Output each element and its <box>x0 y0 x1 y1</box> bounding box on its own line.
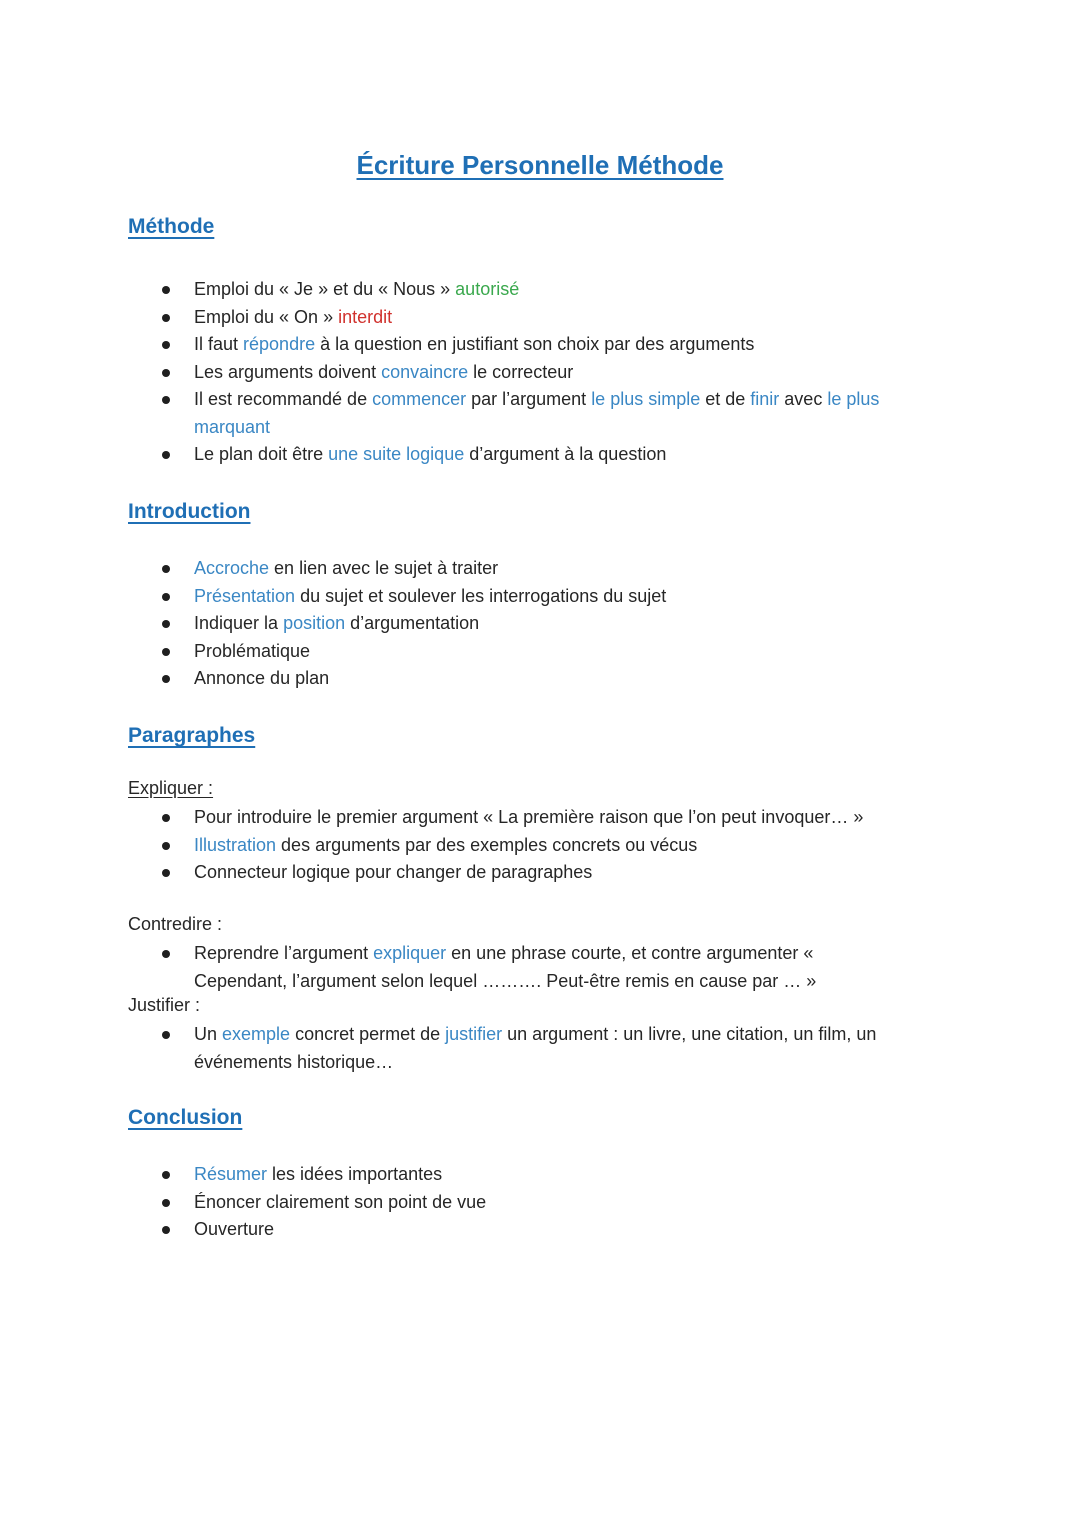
list-item: Ouverture <box>0 1216 960 1244</box>
list-item: Connecteur logique pour changer de paragraphes <box>0 859 960 887</box>
list-item: Les arguments doivent convaincre le correcteur <box>0 359 960 387</box>
list-item: Emploi du « Je » et du « Nous » autorisé <box>0 276 960 304</box>
conclusion-list <box>0 1161 960 1244</box>
section-heading-methode: Méthode <box>128 215 215 238</box>
list-item: Présentation du sujet et soulever les interrogations du sujet <box>0 583 960 611</box>
list-item: Énoncer clairement son point de vue <box>0 1189 960 1217</box>
list-item: Problématique <box>0 638 960 666</box>
list-item: Annonce du plan <box>0 665 960 693</box>
expliquer-list <box>0 804 960 887</box>
expliquer-label: Expliquer : <box>128 778 214 798</box>
list-item: Résumer les idées importantes <box>0 1161 960 1189</box>
list-item: Il faut répondre à la question en justifiant son choix par des arguments <box>0 331 960 359</box>
list-item: Indiquer la position d’argumentation <box>0 610 960 638</box>
page-title: Écriture Personnelle Méthode <box>356 150 724 180</box>
list-item: Pour introduire le premier argument « La première raison que l’on peut invoquer… » <box>0 804 960 832</box>
list-item: Il est recommandé de commencer par l’argument le plus simple et de finir avec le plus marquant <box>0 386 960 441</box>
section-heading-introduction: Introduction <box>128 500 251 523</box>
list-item: Accroche en lien avec le sujet à traiter <box>0 555 960 583</box>
introduction-list <box>0 555 960 693</box>
justifier-list <box>0 1021 960 1076</box>
list-item: Illustration des arguments par des exemples concrets ou vécus <box>0 832 960 860</box>
section-heading-paragraphes: Paragraphes <box>128 724 256 747</box>
contredire-list <box>0 940 900 995</box>
methode-list <box>0 276 960 469</box>
justifier-label: Justifier : <box>128 995 201 1015</box>
list-item: Reprendre l’argument expliquer en une phrase courte, et contre argumenter « Cependant, l’argument selon lequel ………. Peut-être remis en cause par … » <box>0 940 900 995</box>
list-item: Le plan doit être une suite logique d’argument à la question <box>0 441 960 469</box>
list-item: Emploi du « On » interdit <box>0 304 960 332</box>
section-heading-conclusion: Conclusion <box>128 1106 243 1129</box>
contredire-label: Contredire : <box>128 914 223 934</box>
list-item: Un exemple concret permet de justifier un argument : un livre, une citation, un film, un événements historique… <box>0 1021 960 1076</box>
